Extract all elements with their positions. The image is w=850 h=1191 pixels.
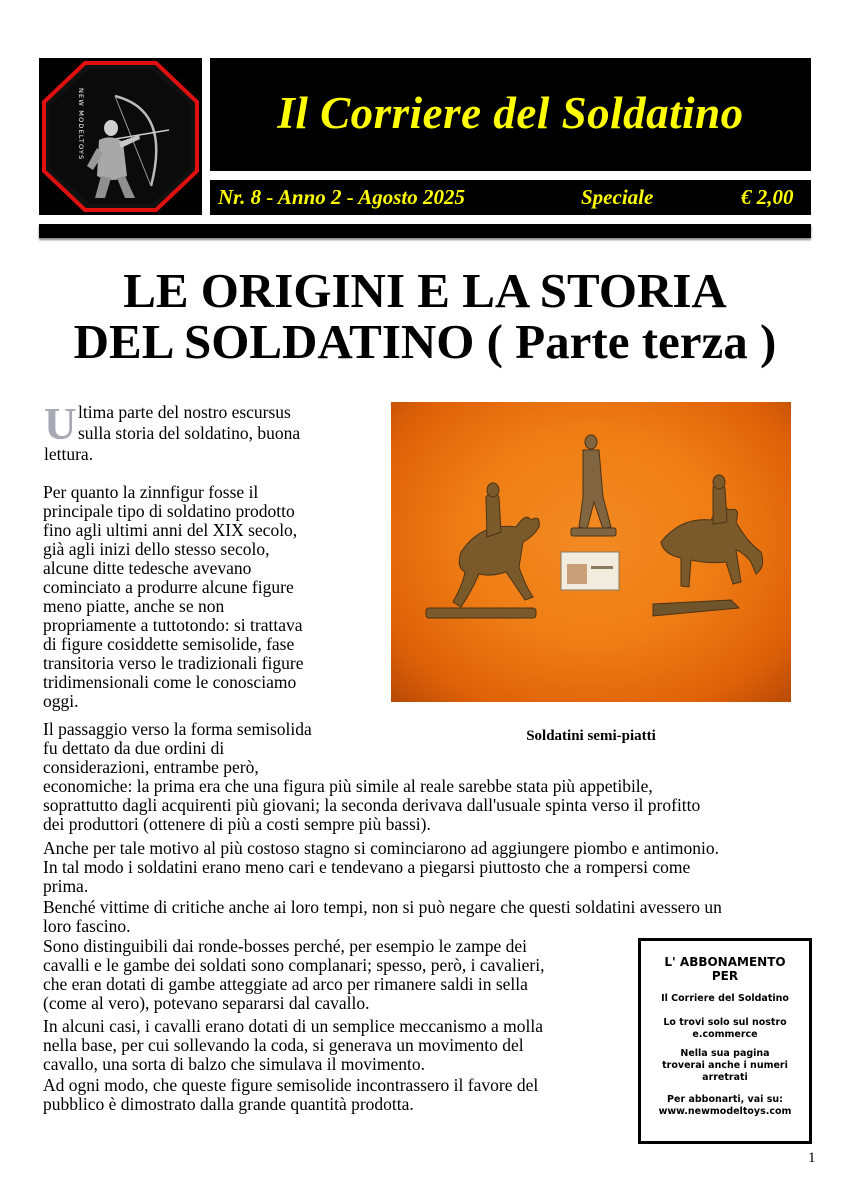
text-line: economiche: la prima era che una figura più simile al reale sarebbe stata più appetibile, xyxy=(43,776,653,796)
text-line: meno piatte, anche se non xyxy=(43,596,225,616)
text-line: (come al vero), potevano separarsi dal cavallo. xyxy=(43,993,370,1013)
text-line: Sono distinguibili dai ronde-bosses perché, per esempio le zampe dei xyxy=(43,936,528,956)
issue-number: Nr. 8 - Anno 2 - Agosto 2025 xyxy=(218,185,465,209)
text-line: considerazioni, entrambe però, xyxy=(43,757,259,777)
masthead-divider xyxy=(39,224,811,238)
subscription-text: Lo trovi solo sul nostro xyxy=(663,1017,787,1028)
text-line: cominciato a produrre alcune figure xyxy=(43,577,294,597)
subscription-text: e.commerce xyxy=(692,1029,758,1040)
text-line: fino agli ultimi anni del XIX secolo, xyxy=(43,520,298,540)
text-line: soprattutto dagli acquirenti più giovani; la seconda derivava dall'usuale spinta verso il profitto xyxy=(43,795,701,815)
drop-cap: U xyxy=(44,399,77,449)
subscription-text: troverai anche i numeri xyxy=(662,1060,788,1071)
text-line: principale tipo di soldatino prodotto xyxy=(43,501,295,521)
text-line: pubblico è dimostrato dalla grande quantità prodotta. xyxy=(43,1094,414,1114)
text-line: già agli inizi dello stesso secolo, xyxy=(43,539,270,559)
text-line: sulla storia del soldatino, buona xyxy=(78,423,301,443)
text-line: cavalli e le gambe dei soldati sono complanari; spesso, però, i cavalieri, xyxy=(43,955,545,975)
newspaper-title: Il Corriere del Soldatino xyxy=(277,87,744,138)
soldiers-photo xyxy=(391,402,791,702)
text-line: alcune ditte tedesche avevano xyxy=(43,558,252,578)
text-line: loro fascino. xyxy=(43,916,131,936)
photo-caption: Soldatini semi-piatti xyxy=(526,728,656,744)
masthead-title-box xyxy=(210,58,811,171)
subscription-box xyxy=(638,938,812,1144)
text-line: Benché vittime di critiche anche ai loro tempi, non si può negare che questi soldatini avessero un xyxy=(43,897,722,917)
logo xyxy=(39,58,202,215)
text-line: nella base, per cui sollevando la coda, si generava un movimento del xyxy=(43,1035,524,1055)
issue-info-bar xyxy=(210,180,811,215)
text-line: Ad ogni modo, che queste figure semisolide incontrassero il favore del xyxy=(43,1075,539,1095)
text-line: fu dettato da due ordini di xyxy=(43,738,225,758)
logo-text: NEW MODELTOYS xyxy=(77,88,85,161)
subscription-text: Per abbonarti, vai su: xyxy=(667,1094,783,1105)
text-line: Per quanto la zinnfigur fosse il xyxy=(43,482,259,502)
subscription-title-2: PER xyxy=(711,969,739,983)
text-line: di figure cosiddette semisolide, fase xyxy=(43,634,295,654)
text-line: dei produttori (ottenere di più a costi sempre più bassi). xyxy=(43,814,431,834)
text-line: che eran dotati di gambe atteggiate ad arco per rimanere saldi in sella xyxy=(43,974,528,994)
subscription-title-1: L' ABBONAMENTO xyxy=(664,955,786,969)
subscription-url[interactable]: www.newmodeltoys.com xyxy=(658,1106,792,1117)
text-line: propriamente a tuttotondo: si trattava xyxy=(43,615,303,635)
text-line: lettura. xyxy=(44,444,94,464)
text-line: In tal modo i soldatini erano meno cari e tendevano a piegarsi piuttosto che a rompersi come xyxy=(43,857,691,877)
page-number: 1 xyxy=(808,1150,816,1166)
archer-logo-icon xyxy=(39,58,202,215)
text-line: prima. xyxy=(43,876,89,896)
subscription-paper-name: Il Corriere del Soldatino xyxy=(661,993,789,1004)
text-line: oggi. xyxy=(43,691,79,711)
headline-line-2: DEL SOLDATINO ( Parte terza ) xyxy=(73,314,777,369)
text-line: cavallo, una sorta di balzo che simulava il movimento. xyxy=(43,1054,425,1074)
text-line: Anche per tale motivo al più costoso stagno si cominciarono ad aggiungere piombo e antimonio. xyxy=(43,838,720,858)
price: € 2,00 xyxy=(741,185,794,209)
text-line: tridimensionali come le conosciamo xyxy=(43,672,297,692)
text-line: transitoria verso le tradizionali figure xyxy=(43,653,304,673)
text-line: Il passaggio verso la forma semisolida xyxy=(43,719,312,739)
headline-line-1: LE ORIGINI E LA STORIA xyxy=(123,263,727,318)
text-line: ltima parte del nostro escursus xyxy=(78,402,291,422)
subscription-text: Nella sua pagina xyxy=(680,1048,770,1059)
edition-label: Speciale xyxy=(581,185,654,209)
text-line: In alcuni casi, i cavalli erano dotati di un semplice meccanismo a molla xyxy=(43,1016,544,1036)
subscription-text: arretrati xyxy=(702,1072,748,1083)
